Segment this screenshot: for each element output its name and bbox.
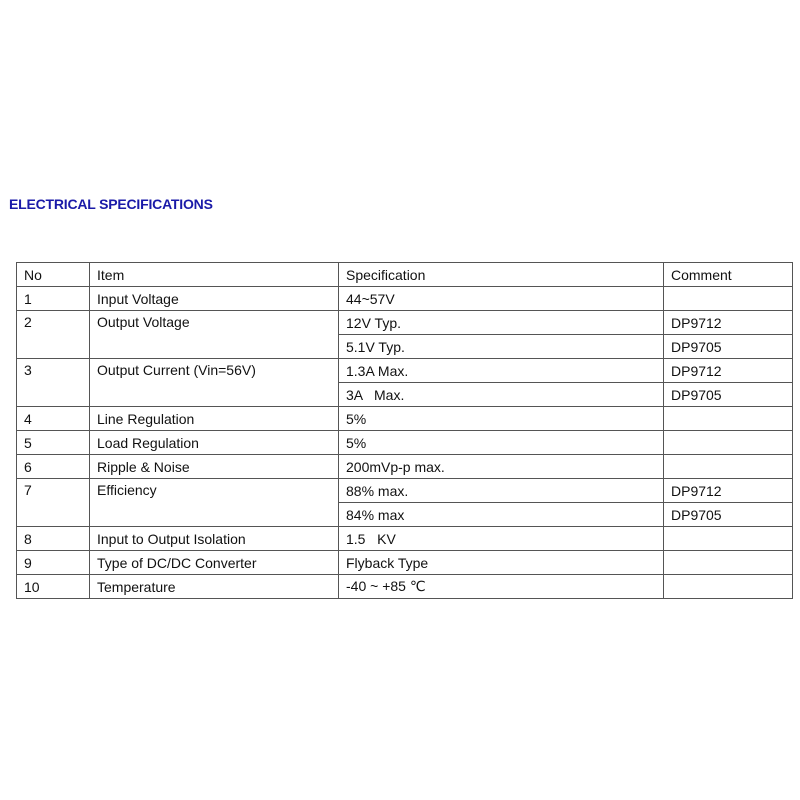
table-row (17, 455, 793, 479)
table-row (17, 431, 793, 455)
row-comment: DP9712 (664, 479, 793, 503)
row-comment: DP9705 (664, 503, 793, 527)
row-item: Line Regulation (90, 407, 339, 431)
row-specification: 88% max. (339, 479, 664, 503)
row-specification: 1.3A Max. (339, 359, 664, 383)
row-comment (664, 407, 793, 431)
row-item: Temperature (90, 575, 339, 599)
row-item: Type of DC/DC Converter (90, 551, 339, 575)
row-item: Output Voltage (90, 311, 339, 359)
row-specification: Flyback Type (339, 551, 664, 575)
row-item: Ripple & Noise (90, 455, 339, 479)
row-specification: 84% max (339, 503, 664, 527)
row-specification: -40 ~ +85 ℃ (339, 575, 664, 599)
row-number: 8 (17, 527, 90, 551)
row-comment (664, 575, 793, 599)
row-comment (664, 287, 793, 311)
row-item: Input to Output Isolation (90, 527, 339, 551)
row-number: 9 (17, 551, 90, 575)
table-row (17, 551, 793, 575)
row-number: 4 (17, 407, 90, 431)
row-item: Output Current (Vin=56V) (90, 359, 339, 407)
row-specification: 3A Max. (339, 383, 664, 407)
row-number: 10 (17, 575, 90, 599)
row-number: 2 (17, 311, 90, 359)
row-specification: 12V Typ. (339, 311, 664, 335)
row-number: 5 (17, 431, 90, 455)
column-header-specification: Specification (339, 263, 664, 287)
section-heading: ELECTRICAL SPECIFICATIONS (9, 196, 213, 212)
row-specification: 5% (339, 431, 664, 455)
column-header-comment: Comment (664, 263, 793, 287)
row-number: 7 (17, 479, 90, 527)
column-header-no: No (17, 263, 90, 287)
row-item: Efficiency (90, 479, 339, 527)
table-row (17, 575, 793, 599)
row-number: 6 (17, 455, 90, 479)
row-comment: DP9712 (664, 311, 793, 335)
table-row (17, 527, 793, 551)
table-row (17, 359, 793, 383)
row-comment: DP9705 (664, 335, 793, 359)
row-specification: 1.5 KV (339, 527, 664, 551)
row-number: 1 (17, 287, 90, 311)
table-row (17, 479, 793, 503)
table-row (17, 287, 793, 311)
row-comment (664, 527, 793, 551)
row-specification: 200mVp-p max. (339, 455, 664, 479)
table-row (17, 311, 793, 335)
row-item: Input Voltage (90, 287, 339, 311)
table-row (17, 407, 793, 431)
row-specification: 5% (339, 407, 664, 431)
row-comment: DP9712 (664, 359, 793, 383)
table-header-row (17, 263, 793, 287)
electrical-specifications-table (16, 262, 793, 599)
row-item: Load Regulation (90, 431, 339, 455)
row-comment (664, 455, 793, 479)
row-specification: 5.1V Typ. (339, 335, 664, 359)
row-comment: DP9705 (664, 383, 793, 407)
row-comment (664, 431, 793, 455)
row-number: 3 (17, 359, 90, 407)
row-comment (664, 551, 793, 575)
row-specification: 44~57V (339, 287, 664, 311)
column-header-item: Item (90, 263, 339, 287)
